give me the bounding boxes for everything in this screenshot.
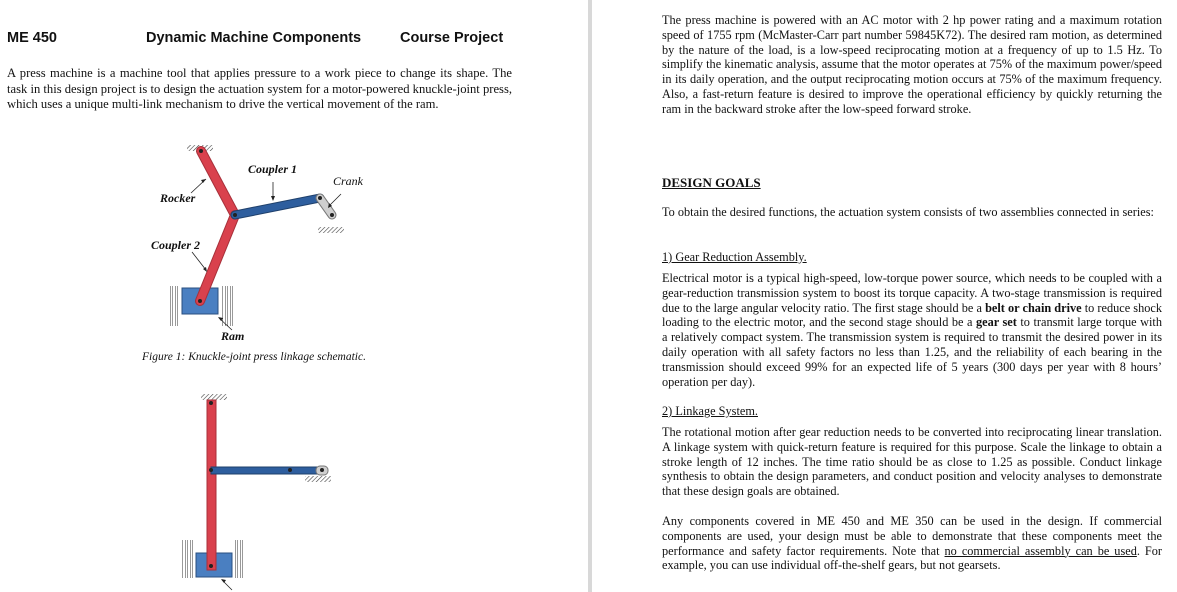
vertical-red-link xyxy=(207,400,216,570)
linkage-figure xyxy=(0,0,588,592)
coupler1-link xyxy=(235,198,320,215)
ground-crank xyxy=(305,476,331,482)
goals-intro: To obtain the desired functions, the actuation system consists of two assemblies connected in series: xyxy=(662,205,1154,219)
figure-caption: Figure 1: Knuckle-joint press linkage schematic. xyxy=(142,351,366,363)
rocker-link xyxy=(201,151,235,215)
coupler2-label: Coupler 2 xyxy=(151,238,201,252)
pin xyxy=(199,149,203,153)
gear-set-emphasis: gear set xyxy=(976,315,1017,330)
right-page xyxy=(592,0,1177,592)
schematic-2 xyxy=(182,394,331,590)
components-text: . For example, you can use individual off-the-shelf gears, but not gearsets. xyxy=(662,543,1163,573)
pin xyxy=(318,196,322,200)
design-goals-heading: DESIGN GOALS xyxy=(662,175,761,190)
rocker-label: Rocker xyxy=(160,191,196,205)
no-assembly-note: no commercial assembly can be used xyxy=(944,543,1137,558)
pin xyxy=(288,468,292,472)
motor-paragraph: The press machine is powered with an AC motor with 2 hp power rating and a maximum rotation speed of 1755 rpm (McMaster-Carr part number 59845K72). The desired ram motion, as determined by the nature of the load, is a low-speed reciprocating motion at a frequency of up to 1.5 Hz. To simplify the kinematic analysis, assume that the motor operates at 75% of the maximum power/speed in its daily operation, and the output reciprocating motion occurs at 75% of the maximum frequency. Also, a fast-return feature is desired to improve the operational efficiency by quickly returning the ram in the backward stroke after the low-speed forward stroke. xyxy=(662,13,1162,116)
components-paragraph xyxy=(662,514,1162,573)
wall-left xyxy=(168,286,180,326)
gear-text: to reduce shock loading to the electric motor, and the second stage should be a xyxy=(662,300,1162,330)
wall-left xyxy=(182,540,194,578)
intro-paragraph: A press machine is a machine tool that applies pressure to a work piece to change its shape. The task in this design project is to design the actuation system for a motor-powered knuckle-joint press, which uses a unique multi-link mechanism to drive the vertical movement of the ram. xyxy=(7,66,512,111)
pin xyxy=(198,299,202,303)
components-text: Any components covered in ME 450 and ME 350 can be used in the design. If commercial components are used, your design must be able to demonstrate that these components meet the performance and safety factor requirements. Note that xyxy=(662,514,1162,558)
gear-text: to transmit large torque with a relatively compact system. The transmission system is required to transmit the desired power in its daily operation with all safety factors no less than 1.25, and the reliability of each bearing in the transmission should exceed 99% for an expected life of 5 years (300 days per year with 8 hours’ operation per day). xyxy=(662,315,1162,389)
left-page xyxy=(0,0,588,592)
linkage-paragraph: The rotational motion after gear reduction needs to be converted into reciprocating linear translation. A linkage system with quick-return feature is required for this purpose. Scale the linkage to obtain a stroke length of 12 inches. The time ratio should be as close to 1.25 as possible. Conduct linkage synthesis to obtain the design parameters, and conduct position and velocity analyses to demonstrate that these design goals are obtained. xyxy=(662,425,1162,499)
ground-crank xyxy=(318,227,344,233)
ram-label: Ram xyxy=(221,329,245,343)
pin xyxy=(209,401,213,405)
belt-chain-emphasis: belt or chain drive xyxy=(985,300,1082,315)
pin xyxy=(233,213,237,217)
pin xyxy=(330,213,334,217)
wall-right xyxy=(233,540,245,578)
crank-label: Crank xyxy=(333,174,363,188)
pin xyxy=(209,564,213,568)
wall-right xyxy=(221,286,233,326)
coupler1-label: Coupler 1 xyxy=(248,162,298,176)
gear-reduction-subheading: 1) Gear Reduction Assembly. xyxy=(662,250,807,264)
gear-text: Electrical motor is a typical high-speed, low-torque power source, which needs to be coupled with a gear-reduction transmission system to boost its torque capacity. A two-stage transmission is required due to the large angular velocity ratio. The first stage should be a xyxy=(662,271,1162,315)
pin xyxy=(209,468,213,472)
page-title: Dynamic Machine Components xyxy=(146,30,362,46)
project-label: Course Project xyxy=(400,30,504,46)
pin xyxy=(320,468,324,472)
gear-paragraph xyxy=(662,271,1162,389)
horizontal-blue-link xyxy=(211,467,322,474)
course-code: ME 450 xyxy=(7,30,57,46)
ground-top xyxy=(201,394,227,400)
linkage-subheading: 2) Linkage System. xyxy=(662,404,758,418)
